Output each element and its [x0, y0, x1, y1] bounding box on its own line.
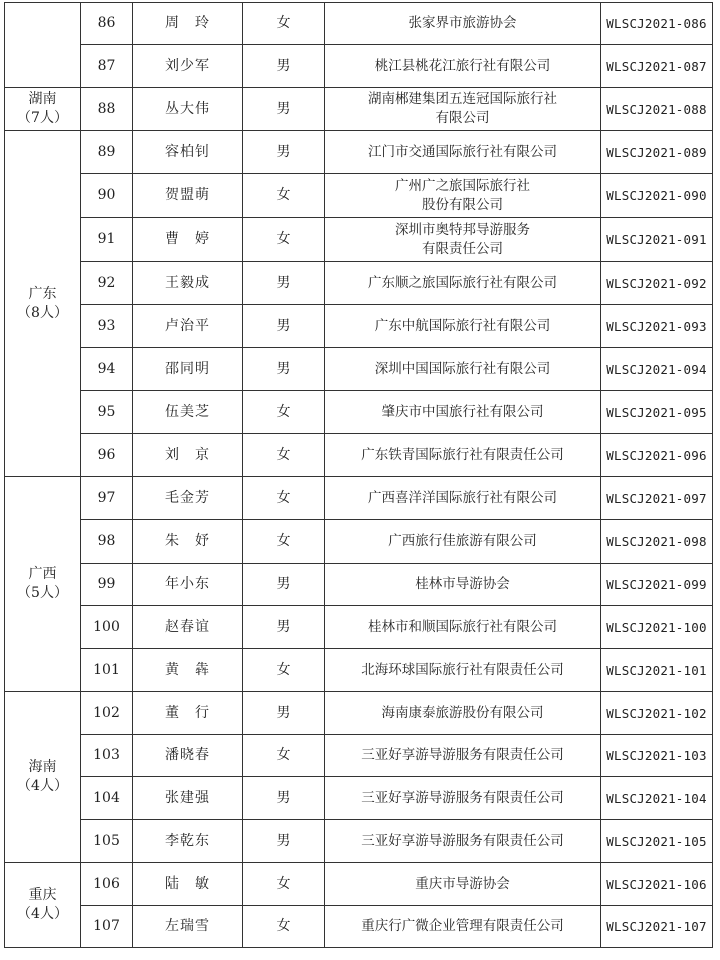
organization-cell: 重庆行广微企业管理有限责任公司	[325, 906, 601, 948]
table-row	[5, 649, 713, 692]
certificate-id-cell: WLSCJ2021-097	[601, 477, 713, 520]
province-cell	[5, 477, 81, 692]
name-cell: 王毅成	[133, 262, 243, 305]
table-row	[5, 305, 713, 348]
serial-number-cell: 87	[81, 45, 133, 88]
serial-number-cell: 98	[81, 520, 133, 564]
certificate-id-cell: WLSCJ2021-107	[601, 906, 713, 948]
table-row	[5, 88, 713, 131]
province-count: （8人）	[17, 304, 68, 321]
organization-cell: 桂林市导游协会	[325, 564, 601, 606]
organization-cell: 桃江县桃花江旅行社有限公司	[325, 45, 601, 88]
personnel-table	[4, 2, 713, 948]
name-cell: 陆 敏	[133, 863, 243, 906]
gender-cell: 女	[243, 174, 325, 218]
name-cell: 年小东	[133, 564, 243, 606]
name-cell: 潘晓春	[133, 735, 243, 777]
serial-number-cell: 102	[81, 692, 133, 735]
organization-cell: 重庆市导游协会	[325, 863, 601, 906]
name-cell: 周 玲	[133, 3, 243, 45]
name-cell: 张建强	[133, 777, 243, 820]
organization-cell: 肇庆市中国旅行社有限公司	[325, 391, 601, 434]
organization-cell: 广东中航国际旅行社有限公司	[325, 305, 601, 348]
gender-cell: 女	[243, 906, 325, 948]
gender-cell: 男	[243, 777, 325, 820]
serial-number-cell: 89	[81, 131, 133, 174]
table-body	[5, 3, 713, 948]
organization-cell: 桂林市和顺国际旅行社有限公司	[325, 606, 601, 649]
table-row	[5, 692, 713, 735]
gender-cell: 女	[243, 434, 325, 477]
organization-cell: 江门市交通国际旅行社有限公司	[325, 131, 601, 174]
table-row	[5, 391, 713, 434]
certificate-id-cell: WLSCJ2021-099	[601, 564, 713, 606]
name-cell: 曹 婷	[133, 218, 243, 262]
serial-number-cell: 105	[81, 820, 133, 863]
gender-cell: 女	[243, 477, 325, 520]
certificate-id-cell: WLSCJ2021-106	[601, 863, 713, 906]
serial-number-cell: 92	[81, 262, 133, 305]
table-row	[5, 477, 713, 520]
serial-number-cell: 93	[81, 305, 133, 348]
organization-cell: 三亚好享游导游服务有限责任公司	[325, 735, 601, 777]
province-cell	[5, 3, 81, 88]
gender-cell: 男	[243, 45, 325, 88]
organization-cell: 广西旅行佳旅游有限公司	[325, 520, 601, 564]
table-row	[5, 820, 713, 863]
certificate-id-cell: WLSCJ2021-100	[601, 606, 713, 649]
name-cell: 赵春谊	[133, 606, 243, 649]
gender-cell: 男	[243, 262, 325, 305]
name-cell: 卢治平	[133, 305, 243, 348]
gender-cell: 男	[243, 606, 325, 649]
table-row	[5, 348, 713, 391]
name-cell: 容柏钊	[133, 131, 243, 174]
name-cell: 左瑞雪	[133, 906, 243, 948]
province-cell	[5, 88, 81, 131]
organization-cell: 广州广之旅国际旅行社 股份有限公司	[325, 174, 601, 218]
certificate-id-cell: WLSCJ2021-094	[601, 348, 713, 391]
organization-cell: 张家界市旅游协会	[325, 3, 601, 45]
certificate-id-cell: WLSCJ2021-098	[601, 520, 713, 564]
province-count: （7人）	[17, 110, 68, 126]
gender-cell: 男	[243, 131, 325, 174]
gender-cell: 男	[243, 88, 325, 131]
serial-number-cell: 106	[81, 863, 133, 906]
province-name: 海南	[28, 759, 57, 775]
gender-cell: 男	[243, 348, 325, 391]
table-row	[5, 218, 713, 262]
serial-number-cell: 107	[81, 906, 133, 948]
name-cell: 邵同明	[133, 348, 243, 391]
organization-cell: 北海环球国际旅行社有限责任公司	[325, 649, 601, 692]
organization-cell: 三亚好享游导游服务有限责任公司	[325, 777, 601, 820]
province-name: 重庆	[28, 887, 57, 903]
serial-number-cell: 101	[81, 649, 133, 692]
serial-number-cell: 104	[81, 777, 133, 820]
certificate-id-cell: WLSCJ2021-086	[601, 3, 713, 45]
gender-cell: 女	[243, 520, 325, 564]
table-row	[5, 45, 713, 88]
gender-cell: 女	[243, 735, 325, 777]
gender-cell: 女	[243, 218, 325, 262]
gender-cell: 女	[243, 3, 325, 45]
table-row	[5, 606, 713, 649]
organization-cell: 深圳中国国际旅行社有限公司	[325, 348, 601, 391]
serial-number-cell: 99	[81, 564, 133, 606]
province-count: （4人）	[17, 778, 68, 794]
name-cell: 刘少军	[133, 45, 243, 88]
certificate-id-cell: WLSCJ2021-101	[601, 649, 713, 692]
serial-number-cell: 100	[81, 606, 133, 649]
certificate-id-cell: WLSCJ2021-093	[601, 305, 713, 348]
serial-number-cell: 96	[81, 434, 133, 477]
table-row	[5, 735, 713, 777]
table-row	[5, 863, 713, 906]
serial-number-cell: 86	[81, 3, 133, 45]
gender-cell: 女	[243, 391, 325, 434]
organization-cell: 海南康泰旅游股份有限公司	[325, 692, 601, 735]
table-row	[5, 262, 713, 305]
table-row	[5, 777, 713, 820]
name-cell: 丛大伟	[133, 88, 243, 131]
organization-cell: 深圳市奥特邦导游服务 有限责任公司	[325, 218, 601, 262]
table-row	[5, 434, 713, 477]
name-cell: 伍美芝	[133, 391, 243, 434]
serial-number-cell: 94	[81, 348, 133, 391]
certificate-id-cell: WLSCJ2021-105	[601, 820, 713, 863]
certificate-id-cell: WLSCJ2021-102	[601, 692, 713, 735]
table-row	[5, 564, 713, 606]
certificate-id-cell: WLSCJ2021-089	[601, 131, 713, 174]
certificate-id-cell: WLSCJ2021-092	[601, 262, 713, 305]
province-count: （4人）	[17, 906, 68, 922]
name-cell: 刘 京	[133, 434, 243, 477]
gender-cell: 女	[243, 863, 325, 906]
province-name: 湖南	[28, 91, 57, 107]
certificate-id-cell: WLSCJ2021-104	[601, 777, 713, 820]
province-name: 广西	[28, 566, 57, 582]
serial-number-cell: 103	[81, 735, 133, 777]
serial-number-cell: 97	[81, 477, 133, 520]
name-cell: 李乾东	[133, 820, 243, 863]
name-cell: 贺盟萌	[133, 174, 243, 218]
serial-number-cell: 88	[81, 88, 133, 131]
certificate-id-cell: WLSCJ2021-090	[601, 174, 713, 218]
name-cell: 毛金芳	[133, 477, 243, 520]
name-cell: 朱 妤	[133, 520, 243, 564]
gender-cell: 男	[243, 692, 325, 735]
gender-cell: 男	[243, 564, 325, 606]
table-row	[5, 174, 713, 218]
province-cell	[5, 863, 81, 948]
province-name: 广东	[28, 285, 57, 302]
certificate-id-cell: WLSCJ2021-088	[601, 88, 713, 131]
gender-cell: 女	[243, 649, 325, 692]
table-row	[5, 131, 713, 174]
certificate-id-cell: WLSCJ2021-096	[601, 434, 713, 477]
serial-number-cell: 95	[81, 391, 133, 434]
gender-cell: 男	[243, 820, 325, 863]
organization-cell: 广东铁青国际旅行社有限责任公司	[325, 434, 601, 477]
organization-cell: 广西喜洋洋国际旅行社有限公司	[325, 477, 601, 520]
serial-number-cell: 91	[81, 218, 133, 262]
gender-cell: 男	[243, 305, 325, 348]
name-cell: 黄 犇	[133, 649, 243, 692]
province-cell	[5, 131, 81, 477]
table-row	[5, 3, 713, 45]
certificate-id-cell: WLSCJ2021-103	[601, 735, 713, 777]
province-cell	[5, 692, 81, 863]
table-row	[5, 520, 713, 564]
certificate-id-cell: WLSCJ2021-091	[601, 218, 713, 262]
province-count: （5人）	[17, 585, 68, 601]
certificate-id-cell: WLSCJ2021-095	[601, 391, 713, 434]
table-row	[5, 906, 713, 948]
organization-cell: 三亚好享游导游服务有限责任公司	[325, 820, 601, 863]
organization-cell: 广东顺之旅国际旅行社有限公司	[325, 262, 601, 305]
organization-cell: 湖南郴建集团五连冠国际旅行社 有限公司	[325, 88, 601, 131]
certificate-id-cell: WLSCJ2021-087	[601, 45, 713, 88]
serial-number-cell: 90	[81, 174, 133, 218]
name-cell: 董 行	[133, 692, 243, 735]
